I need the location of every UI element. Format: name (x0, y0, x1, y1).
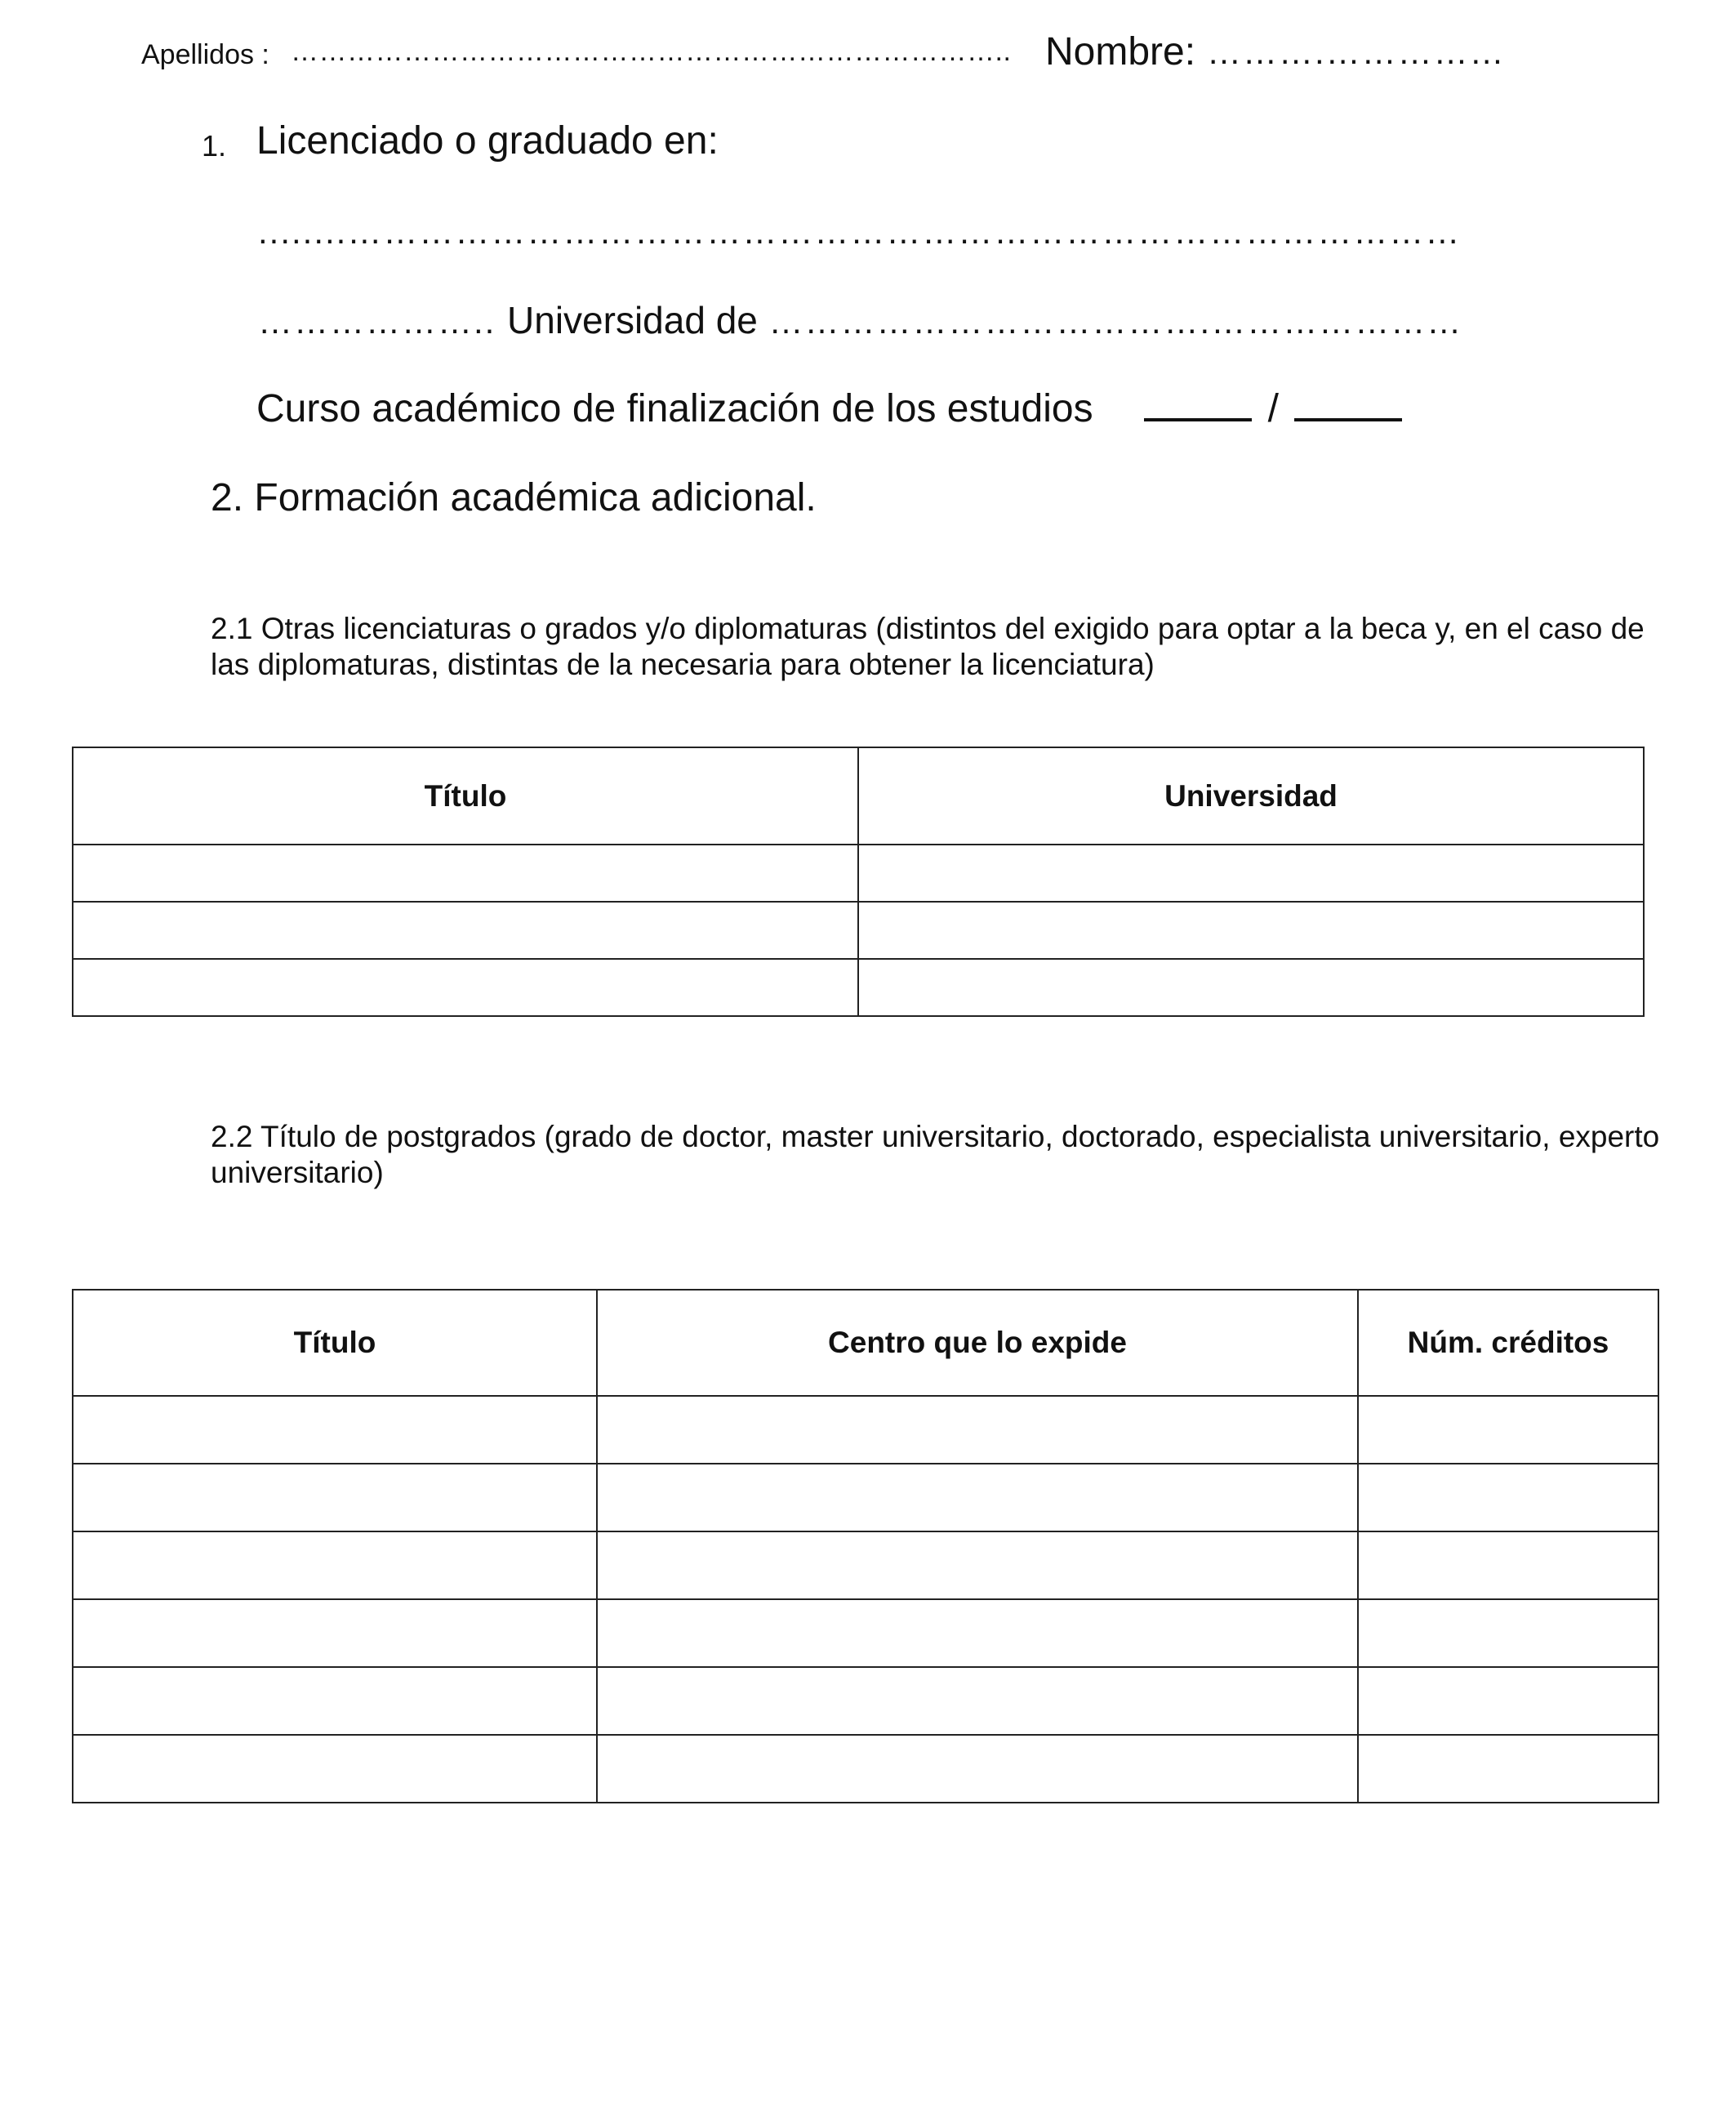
table-cell-titulo[interactable] (73, 1667, 597, 1735)
table-cell-centro[interactable] (597, 1464, 1358, 1531)
table-cell-creditos[interactable] (1358, 1735, 1658, 1803)
curso-year-end-field[interactable] (1294, 386, 1402, 421)
table-cell-titulo[interactable] (73, 1396, 597, 1464)
column-header-centro: Centro que lo expide (597, 1290, 1358, 1396)
university-label: Universidad de (507, 299, 758, 341)
subsection-2-1-text: 2.1 Otras licenciaturas o grados y/o diplomaturas (distintos del exigido para optar a la beca y, en el caso de las diplomaturas, distintas de la necesaria para obtener la licenciatura) (211, 612, 1645, 681)
nombre-label: Nombre: (1045, 30, 1196, 74)
table-cell-centro[interactable] (597, 1531, 1358, 1599)
table-cell-titulo[interactable] (73, 959, 858, 1016)
table-cell-universidad[interactable] (858, 959, 1644, 1016)
table-row (73, 1396, 1658, 1464)
university-field[interactable]: ……………………………….………………… (757, 302, 1463, 341)
table-cell-creditos[interactable] (1358, 1396, 1658, 1464)
otras-licenciaturas-table (72, 747, 1645, 1017)
table-row (73, 1531, 1658, 1599)
table-cell-titulo[interactable] (73, 1735, 597, 1803)
table-row (73, 902, 1644, 959)
column-header-universidad: Universidad (858, 747, 1644, 845)
column-header-titulo: Título (73, 747, 858, 845)
table-cell-creditos[interactable] (1358, 1531, 1658, 1599)
table-header-row (73, 747, 1644, 845)
table-row (73, 1464, 1658, 1531)
degree-field-continued[interactable]: ……………….. (258, 302, 508, 341)
table-cell-centro[interactable] (597, 1396, 1358, 1464)
curso-year-start-field[interactable] (1144, 386, 1252, 421)
table-cell-creditos[interactable] (1358, 1667, 1658, 1735)
table-cell-titulo[interactable] (73, 1531, 597, 1599)
section1-number: 1. (202, 129, 227, 163)
apellidos-label: Apellidos : (141, 39, 269, 70)
curso-label: Curso académico de finalización de los estudios (256, 387, 1093, 430)
table-cell-creditos[interactable] (1358, 1464, 1658, 1531)
table-cell-titulo[interactable] (73, 845, 858, 902)
postgrados-table (72, 1289, 1659, 1803)
column-header-creditos: Núm. créditos (1358, 1290, 1658, 1396)
table-row (73, 959, 1644, 1016)
curso-separator: / (1267, 387, 1279, 430)
apellidos-field[interactable]: ………………………………………………………………….. (291, 36, 1012, 67)
section1-title: Licenciado o graduado en: (256, 119, 719, 163)
table-row (73, 845, 1644, 902)
table-row (73, 1735, 1658, 1803)
table-cell-centro[interactable] (597, 1735, 1358, 1803)
degree-field[interactable]: ........………………………………………………………………………………… (258, 212, 1462, 251)
subsection-2-2-text: 2.2 Título de postgrados (grado de doctor, master universitario, doctorado, especialista universitario, experto universitario) (211, 1120, 1660, 1189)
table-row (73, 1599, 1658, 1667)
table-cell-universidad[interactable] (858, 902, 1644, 959)
curso-line (256, 386, 1402, 431)
table-cell-centro[interactable] (597, 1667, 1358, 1735)
table-header-row (73, 1290, 1658, 1396)
table-row (73, 1667, 1658, 1735)
column-header-titulo: Título (73, 1290, 597, 1396)
table-cell-creditos[interactable] (1358, 1599, 1658, 1667)
nombre-field[interactable]: ……….…………… (1207, 33, 1506, 71)
university-line (258, 298, 1462, 342)
table-cell-titulo[interactable] (73, 1599, 597, 1667)
table-cell-universidad[interactable] (858, 845, 1644, 902)
table-cell-titulo[interactable] (73, 1464, 597, 1531)
table-cell-titulo[interactable] (73, 902, 858, 959)
table-cell-centro[interactable] (597, 1599, 1358, 1667)
section2-title: 2. Formación académica adicional. (211, 476, 817, 519)
